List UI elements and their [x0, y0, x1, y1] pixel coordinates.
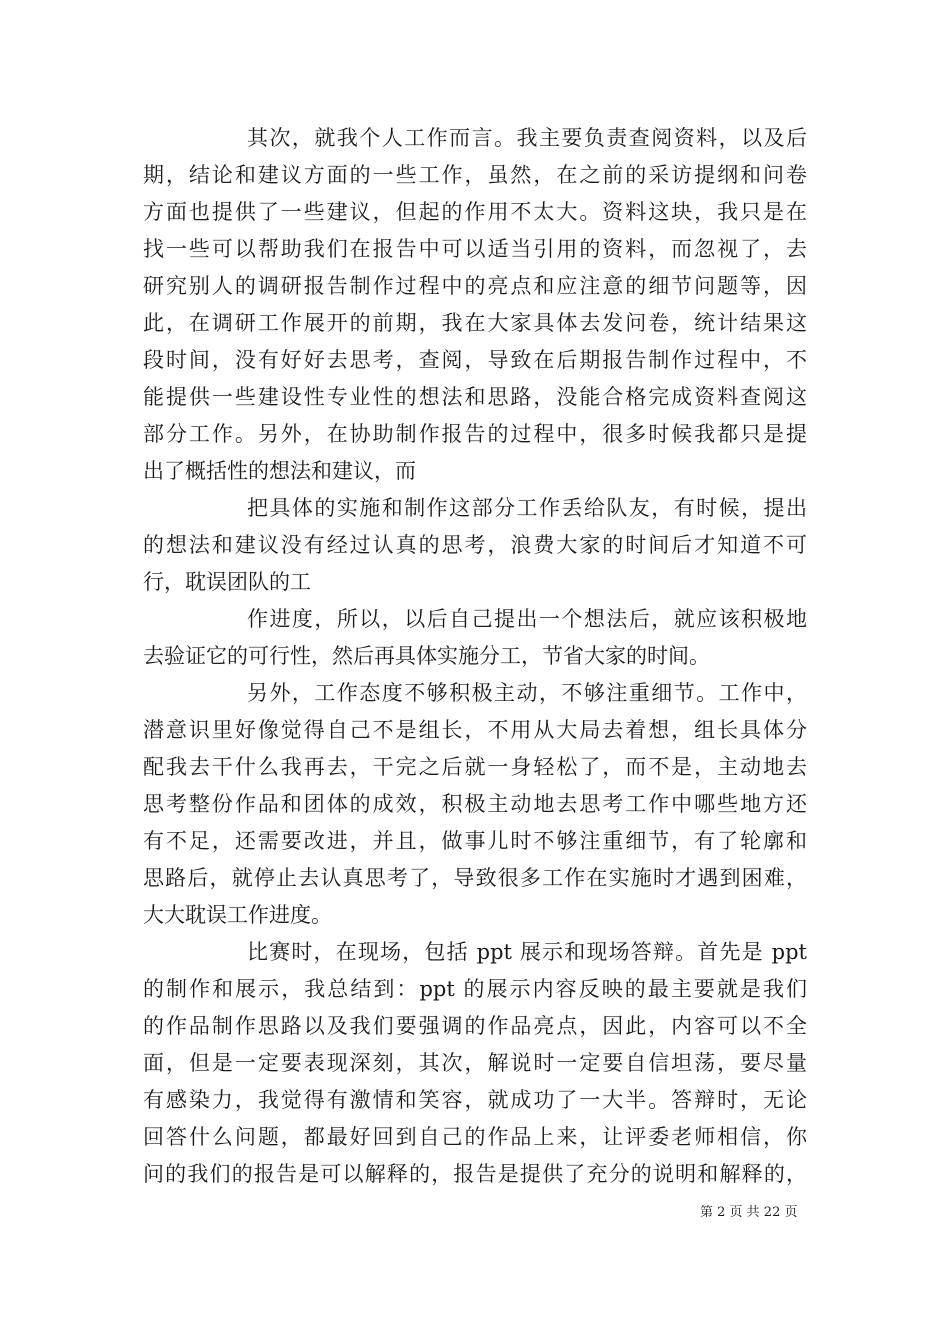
text-line: 面，但是一定要表现深刻，其次，解说时一定要自信坦荡，要尽量 [143, 1051, 807, 1075]
text-line: 的想法和建议没有经过认真的思考，浪费大家的时间后才知道不可 [143, 533, 807, 557]
text-line: 此，在调研工作展开的前期，我在大家具体去发问卷，统计结果这 [143, 311, 807, 335]
text-line: 比赛时，在现场，包括 ppt 展示和现场答辩。首先是 ppt [247, 940, 807, 964]
text-line: 去验证它的可行性，然后再具体实施分工，节省大家的时间。 [143, 644, 710, 668]
text-line: 大大耽误工作进度。 [143, 903, 332, 927]
text-line: 思考整份作品和团体的成效，积极主动地去思考工作中哪些地方还 [143, 792, 807, 816]
text-line: 能提供一些建设性专业性的想法和思路，没能合格完成资料查阅这 [143, 385, 807, 409]
text-line: 有感染力，我觉得有激情和笑容，就成功了一大半。答辩时，无论 [143, 1088, 807, 1112]
text-line: 思路后，就停止去认真思考了，导致很多工作在实施时才遇到困难， [143, 866, 807, 890]
text-line: 段时间，没有好好去思考，查阅，导致在后期报告制作过程中，不 [143, 348, 807, 372]
text-line: 另外，工作态度不够积极主动，不够注重细节。工作中， [247, 681, 807, 705]
text-line: 部分工作。另外，在协助制作报告的过程中，很多时候我都只是提 [143, 422, 807, 446]
text-line: 其次，就我个人工作而言。我主要负责查阅资料，以及后 [247, 126, 807, 150]
text-line: 研究别人的调研报告制作过程中的亮点和应注意的细节问题等，因 [143, 274, 807, 298]
text-line: 配我去干什么我再去，干完之后就一身轻松了，而不是，主动地去 [143, 755, 807, 779]
text-line: 期，结论和建议方面的一些工作，虽然，在之前的采访提纲和问卷 [143, 163, 807, 187]
text-line: 的作品制作思路以及我们要强调的作品亮点，因此，内容可以不全 [143, 1014, 807, 1038]
text-line: 有不足，还需要改进，并且，做事儿时不够注重细节，有了轮廓和 [143, 829, 807, 853]
text-line: 作进度，所以，以后自己提出一个想法后，就应该积极地 [247, 607, 807, 631]
text-line: 的制作和展示，我总结到：ppt 的展示内容反映的最主要就是我们 [143, 977, 807, 1001]
text-line: 问的我们的报告是可以解释的，报告是提供了充分的说明和解释的， [143, 1162, 807, 1186]
page-number-footer: 第 2 页 共 22 页 [700, 1205, 798, 1220]
text-line: 找一些可以帮助我们在报告中可以适当引用的资料，而忽视了，去 [143, 237, 807, 261]
text-line: 回答什么问题，都最好回到自己的作品上来，让评委老师相信，你 [143, 1125, 807, 1149]
body-text [143, 120, 807, 1193]
text-line: 把具体的实施和制作这部分工作丢给队友，有时候，提出 [247, 496, 807, 520]
text-line: 潜意识里好像觉得自己不是组长，不用从大局去着想，组长具体分 [143, 718, 807, 742]
text-line: 出了概括性的想法和建议，而 [143, 459, 416, 483]
text-line: 行，耽误团队的工 [143, 570, 311, 594]
text-line: 方面也提供了一些建议，但起的作用不太大。资料这块，我只是在 [143, 200, 807, 224]
